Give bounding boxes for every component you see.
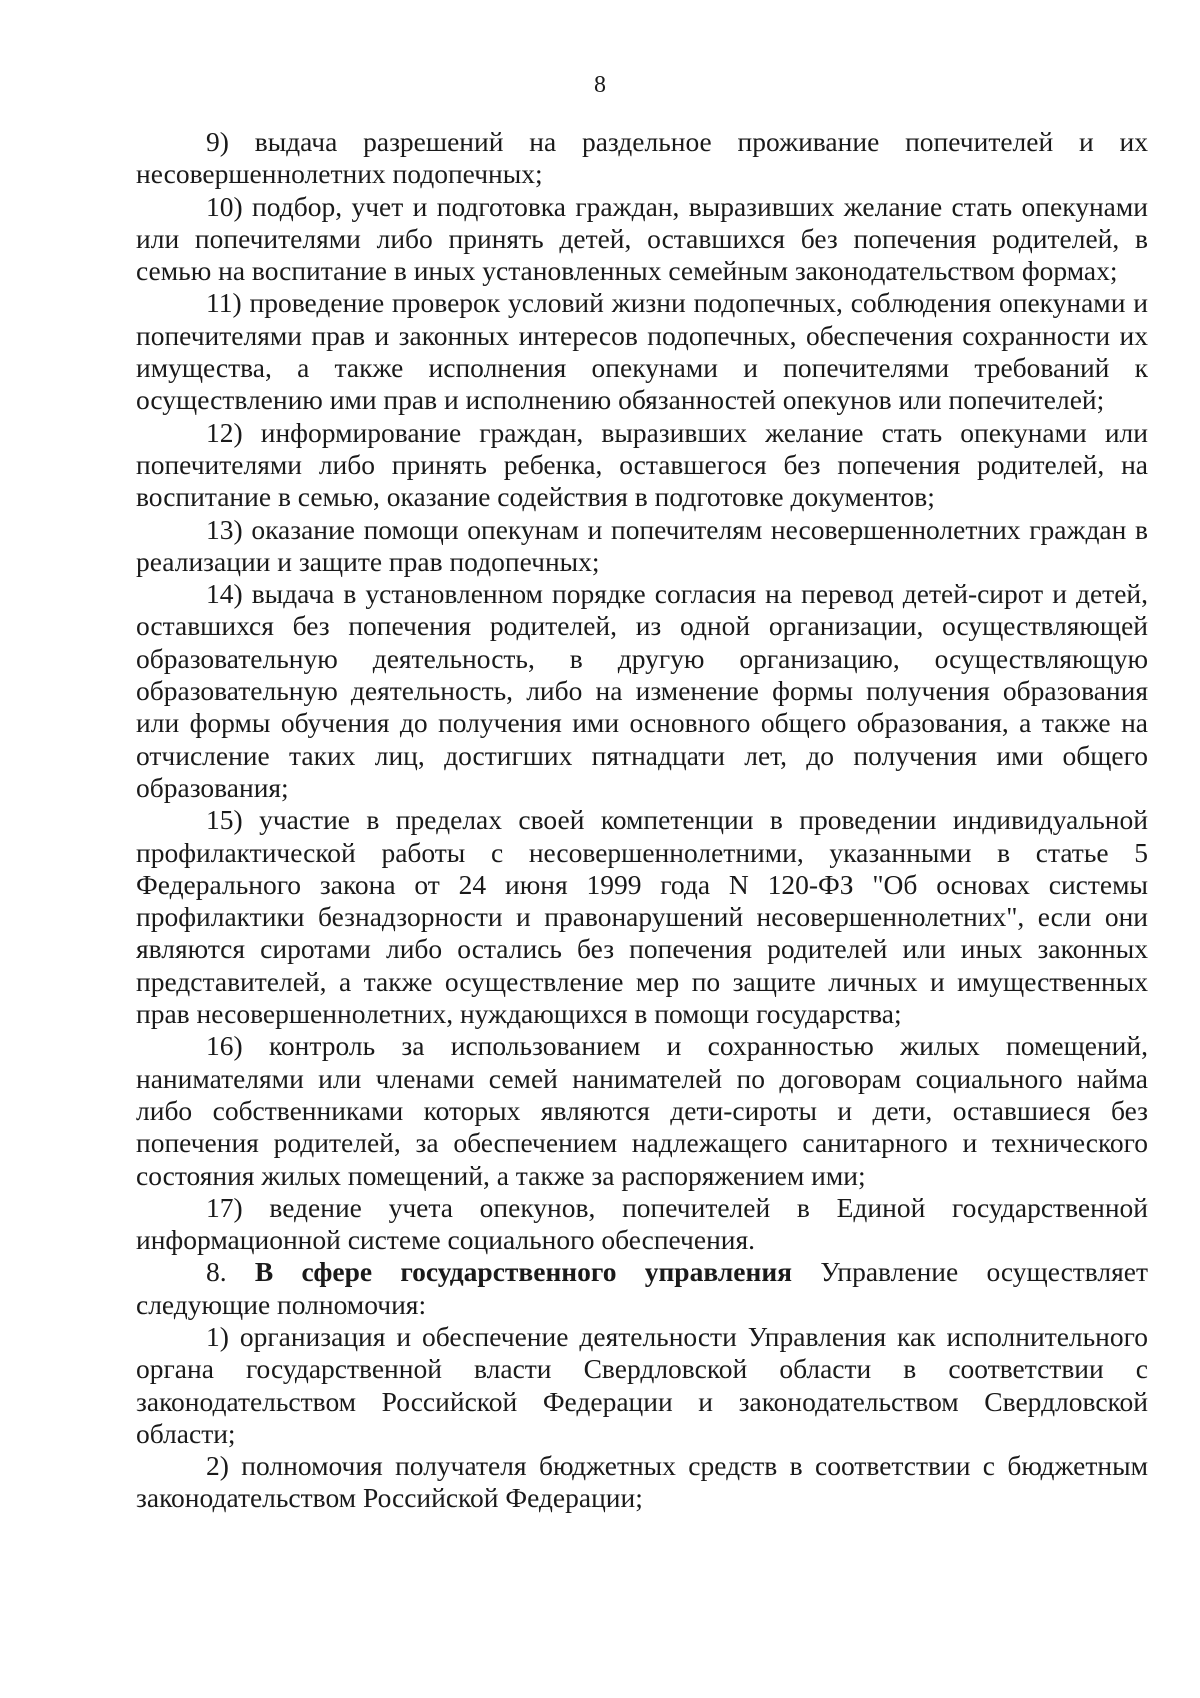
- paragraph-item-17: 17) ведение учета опекунов, попечителей в Единой государственной информационной системе социального обеспечения.: [136, 1191, 1148, 1256]
- section-8-title: В сфере государственного управления: [254, 1256, 793, 1288]
- section-8-heading-paragraph: [136, 1256, 1148, 1321]
- paragraph-item-10: 10) подбор, учет и подготовка граждан, выразивших желание стать опекунами или попечителями либо принять детей, оставшихся без попечения родителей, в семью на воспитание в иных установленных семейным законодательством формах;: [136, 190, 1148, 287]
- section-8-intro: Управление осуществляет следующие полномочия:: [136, 1256, 1149, 1320]
- section-8-item-1: 1) организация и обеспечение деятельности Управления как исполнительного органа государственной власти Свердловской области в соответствии с законодательством Российской Федерации и законодательством Свердловской области;: [136, 1320, 1148, 1449]
- section-8-number: 8.: [206, 1256, 227, 1288]
- section-8-item-2: 2) полномочия получателя бюджетных средств в соответствии с бюджетным законодательством Российской Федерации;: [136, 1450, 1148, 1514]
- paragraph-item-16: 16) контроль за использованием и сохранностью жилых помещений, нанимателями или членами семей нанимателей по договорам социального найма либо собственниками которых являются дети-сироты и дети, оставшиеся без попечения родителей, за обеспечением надлежащего санитарного и технического состояния жилых помещений, а также за распоряжением ими;: [136, 1030, 1148, 1191]
- paragraph-item-15: 15) участие в пределах своей компетенции в проведении индивидуальной профилактической работы с несовершеннолетними, указанными в статье 5 Федерального закона от 24 июня 1999 года N 120-ФЗ "Об основах системы профилактики безнадзорности и правонарушений несовершеннолетних", если они являются сиротами либо остались без попечения родителей или иных законных представителей, а также осуществление мер по защите личных и имущественных прав несовершеннолетних, нуждающихся в помощи государства;: [136, 804, 1148, 1030]
- paragraph-item-9: 9) выдача разрешений на раздельное проживание попечителей и их несовершеннолетних подопечных;: [136, 126, 1148, 190]
- document-body: [136, 126, 1148, 1515]
- paragraph-item-14: 14) выдача в установленном порядке согласия на перевод детей-сирот и детей, оставшихся без попечения родителей, из одной организации, осуществляющей образовательную деятельность, в другую организацию, осуществляющую образовательную деятельность, либо на изменение формы получения образования или формы обучения до получения ими основного общего образования, а также на отчисление таких лиц, достигших пятнадцати лет, до получения ими общего образования;: [136, 578, 1148, 803]
- page-number: 8: [594, 72, 606, 98]
- paragraph-item-12: 12) информирование граждан, выразивших желание стать опекунами или попечителями либо принять ребенка, оставшегося без попечения родителей, на воспитание в семью, оказание содействия в подготовке документов;: [136, 416, 1148, 513]
- paragraph-item-13: 13) оказание помощи опекунам и попечителям несовершеннолетних граждан в реализации и защите прав подопечных;: [136, 513, 1148, 577]
- paragraph-item-11: 11) проведение проверок условий жизни подопечных, соблюдения опекунами и попечителями прав и законных интересов подопечных, обеспечения сохранности их имущества, а также исполнения опекунами и попечителями требований к осуществлению ими прав и исполнению обязанностей опекунов или попечителей;: [136, 287, 1148, 416]
